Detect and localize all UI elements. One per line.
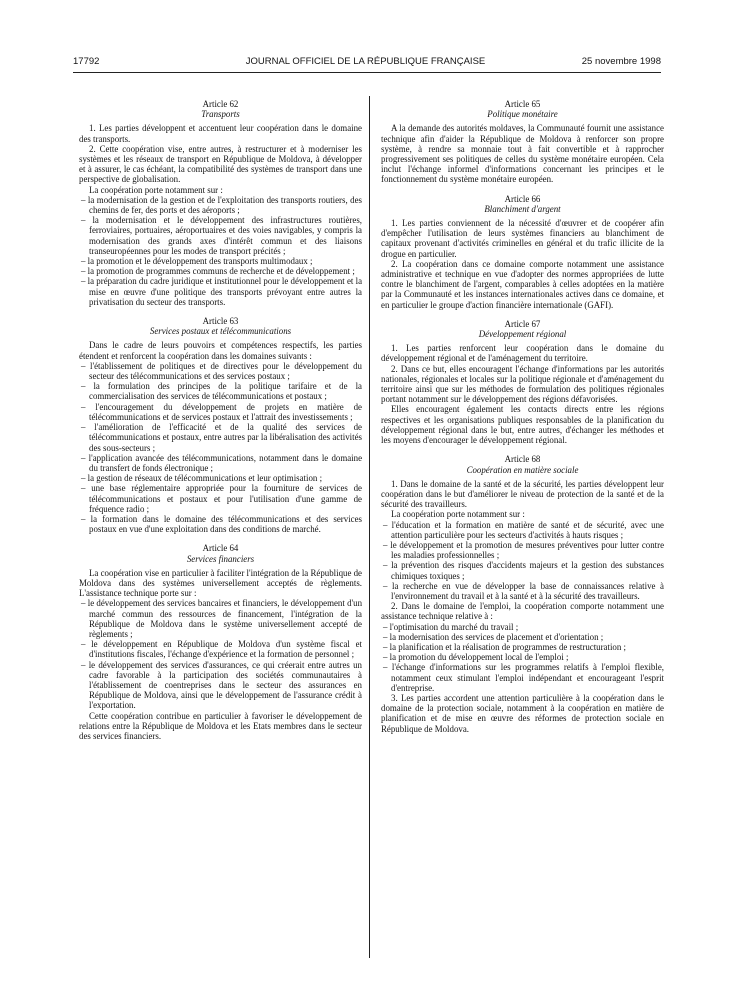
paragraph: La coopération porte notamment sur : — [89, 184, 223, 195]
article-title: Politique monétaire — [487, 109, 558, 120]
paragraph: 2. Dans ce but, elles encouragent l'échange d'informations par les autorités nationales, régionales et locales sur la politique régionale et d'aménagement du territoire ainsi que sur les méthodes de formulation des politiques régionales portant notamment sur le développement des régions défavorisées. — [381, 363, 664, 405]
right-column — [381, 99, 664, 734]
article-list — [79, 195, 362, 307]
list-item: – l'éducation et la formation en matière de santé et de sécurité, avec une attention particulière pour les secteurs d'activités à hauts risques ; — [381, 520, 664, 540]
list-item: – la promotion et le développement des transports multimodaux ; — [79, 256, 362, 266]
paragraph: 3. Les parties accordent une attention particulière à la coopération dans le domaine de la protection sociale, notamment à la coopération en matière de planification et de mise en œuvre des réformes de protection sociale en République de Moldova. — [381, 692, 664, 734]
list-item: – la gestion de réseaux de télécommunications et leur optimisation ; — [79, 473, 362, 483]
article-62 — [79, 99, 362, 307]
article-list — [381, 622, 664, 693]
list-item: – la recherche en vue de développer la base de connaissances relative à l'environnement du travail et à la santé et à la sécurité des travailleurs. — [381, 581, 664, 601]
header-rule — [73, 72, 661, 73]
paragraph: Elles encouragent également les contacts directs entre les régions respectives et les organisations publiques responsables de la planification du développement régional dans le but, entre autres, d'échanger les méthodes et les moyens d'encourager le développement régional. — [381, 404, 664, 446]
list-item: – l'échange d'informations sur les programmes relatifs à l'emploi flexible, notamment ceux stimulant l'emploi indépendant et encourageant l'esprit d'entreprise. — [381, 662, 664, 693]
article-64 — [79, 543, 362, 741]
paragraph: A la demande des autorités moldaves, la Communauté fournit une assistance technique afin d'aider la République de Moldova à renforcer son propre système, à rendre sa monnaie tout à fait convertible et à rapprocher progressivement ses politiques de celles du système monétaire européen. Cela inclut l'échange informel d'informations concernant les principes et le fonctionnement du système monétaire européen. — [381, 123, 664, 185]
article-title: Transports — [201, 109, 240, 120]
paragraph: 2. Cette coopération vise, entre autres, à restructurer et à moderniser les systèmes et les réseaux de transport en République de Moldova, à développer et à assurer, le cas échéant, la compatibilité des systèmes de transport dans une perspective de globalisation. — [79, 143, 362, 185]
page-number: 17792 — [73, 56, 100, 67]
list-item: – la formulation des principes de la politique tarifaire et de la commercialisation des services de télécommunications et postaux ; — [79, 381, 362, 401]
article-list — [79, 361, 362, 534]
article-67 — [381, 319, 664, 445]
article-65 — [381, 99, 664, 185]
paragraph: 1. Dans le domaine de la santé et de la sécurité, les parties développent leur coopération dans le but d'améliorer le niveau de protection de la santé et de la sécurité des travailleurs. — [381, 478, 664, 510]
publication-date: 25 novembre 1998 — [581, 56, 661, 67]
paragraph: 1. Les parties développent et accentuent leur coopération dans le domaine des transports. — [79, 123, 362, 144]
journal-title: JOURNAL OFFICIEL DE LA RÉPUBLIQUE FRANÇAISE — [245, 56, 486, 67]
list-item: – la prévention des risques d'accidents majeurs et la gestion des substances chimiques toxiques ; — [381, 560, 664, 580]
article-title: Développement régional — [478, 329, 567, 340]
list-item: – la modernisation et le développement des infrastructures routières, ferroviaires, portuaires, aéroportuaires et des voies navigables, y compris la modernisation des grands axes d'intérêt commun et des liaisons transeuropéennes pour les modes de transport précités ; — [79, 215, 362, 256]
article-list — [381, 520, 664, 602]
list-item: – la formation dans le domaine des télécommunications et des services postaux en vue d'une exploitation dans des conditions de marché. — [79, 514, 362, 534]
paragraph: Dans le cadre de leurs pouvoirs et compétences respectifs, les parties étendent et renforcent la coopération dans les domaines suivants : — [79, 340, 362, 361]
list-item: – la modernisation de la gestion et de l'exploitation des transports routiers, des chemins de fer, des ports et des aéroports ; — [79, 195, 362, 215]
article-66 — [381, 194, 664, 310]
list-item: – le développement et la promotion de mesures préventives pour lutter contre les maladies professionnelles ; — [381, 540, 664, 560]
list-item: – la préparation du cadre juridique et institutionnel pour le développement et la mise en œuvre d'une politique des transports prévoyant entre autres la privatisation du secteur des transports. — [79, 276, 362, 307]
list-item: – la promotion du développement local de l'emploi ; — [381, 652, 664, 662]
column-divider — [369, 96, 370, 958]
list-item: – l'établissement de politiques et de directives pour le développement du secteur des télécommunications et des services postaux ; — [79, 361, 362, 381]
article-number: Article 65 — [504, 99, 541, 109]
paragraph: 1. Les parties conviennent de la nécessité d'œuvrer et de coopérer afin d'empêcher l'utilisation de leurs systèmes financiers au blanchiment de capitaux provenant d'activités criminelles en général et du trafic illicite de la drogue en particulier. — [381, 218, 664, 259]
list-item: – l'optimisation du marché du travail ; — [381, 622, 664, 632]
list-item: – la promotion de programmes communs de recherche et de développement ; — [79, 266, 362, 276]
article-title: Blanchiment d'argent — [484, 203, 561, 214]
paragraph: Cette coopération contribue en particulier à favoriser le développement de relations entre la République de Moldova et les Etats membres dans le secteur des services financiers. — [79, 710, 362, 741]
list-item: – le développement en République de Moldova d'un système fiscal et d'institutions fiscales, l'échange d'expérience et la formation de personnel ; — [79, 639, 362, 659]
article-number: Article 67 — [504, 318, 541, 329]
article-list — [79, 598, 362, 710]
list-item: – la planification et la réalisation de programmes de restructuration ; — [381, 642, 664, 652]
article-number: Article 63 — [202, 316, 239, 327]
list-item: – l'amélioration de l'efficacité et de la qualité des services de télécommunications et postaux, entre autres par la libéralisation des activités des sous-secteurs ; — [79, 422, 362, 453]
article-title: Services postaux et télécommunications — [149, 326, 292, 337]
paragraph: La coopération porte notamment sur : — [391, 509, 525, 520]
list-item: – le développement des services d'assurances, ce qui créerait entre autres un cadre favorable à la participation des sociétés communautaires à l'établissement de coentreprises dans le secteur des assurances en République de Moldova, ainsi que le développement de l'assurance crédit à l'exportation. — [79, 660, 362, 711]
paragraph: 2. Dans le domaine de l'emploi, la coopération comporte notamment une assistance technique relative à : — [381, 601, 664, 622]
article-title: Coopération en matière sociale — [466, 464, 579, 475]
article-63 — [79, 316, 362, 534]
list-item: – l'application avancée des télécommunications, notamment dans le domaine du transfert de fonds électronique ; — [79, 453, 362, 473]
article-68 — [381, 454, 664, 733]
paragraph: 2. La coopération dans ce domaine comporte notamment une assistance administrative et technique en vue d'adopter des normes appropriées de lutte contre le blanchiment de l'argent, comparables à celles adoptées en la matière par la Communauté et les instances internationales actives dans ce domaine, et en particulier le groupe d'action financière internationale (GAFI). — [381, 258, 664, 310]
paragraph: 1. Les parties renforcent leur coopération dans le domaine du développement régional et de l'aménagement du territoire. — [381, 343, 664, 364]
left-column — [79, 99, 362, 741]
page-header — [0, 56, 731, 72]
article-number: Article 62 — [202, 99, 239, 109]
article-number: Article 66 — [504, 193, 541, 204]
paragraph: La coopération vise en particulier à faciliter l'intégration de la République de Moldova dans des systèmes universellement acceptés de règlements. L'assistance technique porte sur : — [79, 567, 362, 599]
list-item: – une base réglementaire appropriée pour la fourniture de services de télécommunications et postaux et pour l'utilisation d'une gamme de fréquence radio ; — [79, 483, 362, 514]
list-item: – l'encouragement du développement de projets en matière de télécommunications et de services postaux et l'attrait des investissements ; — [79, 402, 362, 422]
list-item: – le développement des services bancaires et financiers, le développement d'un marché commun des ressources de financement, l'intégration de la République de Moldova dans le système universellement accepté de règlements ; — [79, 598, 362, 639]
list-item: – la modernisation des services de placement et d'orientation ; — [381, 632, 664, 642]
article-number: Article 64 — [202, 543, 239, 554]
article-title: Services financiers — [186, 553, 255, 564]
article-number: Article 68 — [504, 454, 541, 465]
